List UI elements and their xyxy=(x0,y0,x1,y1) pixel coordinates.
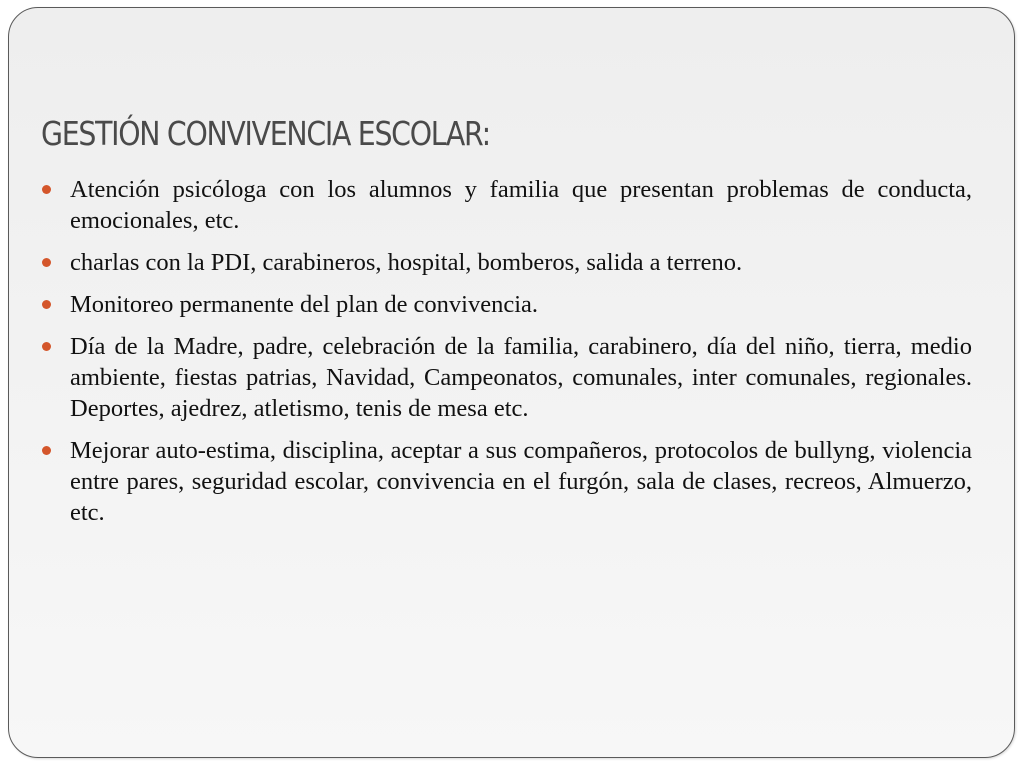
bullet-text: Día de la Madre, padre, celebración de la familia, carabinero, día del niño, tierra, medio ambiente, fiestas patrias, Navidad, Campeonatos, comunales, inter comunales, regionales. Deportes, ajedrez, atletismo, tenis de mesa etc. xyxy=(70,333,972,422)
bullet-item-celebraciones xyxy=(70,331,972,424)
bullet-item-charlas xyxy=(70,247,972,278)
slide-frame xyxy=(8,7,1015,758)
bullet-text: Atención psicóloga con los alumnos y familia que presentan problemas de conducta, emocionales, etc. xyxy=(70,176,972,234)
bullet-dot-icon xyxy=(42,185,51,194)
slide-title: GESTIÓN CONVIVENCIA ESCOLAR: xyxy=(41,114,490,153)
bullet-text: Monitoreo permanente del plan de convivencia. xyxy=(70,291,539,318)
bullet-text: Mejorar auto-estima, disciplina, aceptar a sus compañeros, protocolos de bullyng, violencia entre pares, seguridad escolar, convivencia en el furgón, sala de clases, recreos, Almuerzo, etc. xyxy=(70,437,972,526)
bullet-dot-icon xyxy=(42,300,51,309)
bullet-dot-icon xyxy=(42,258,51,267)
bullet-item-psicologa xyxy=(70,174,972,236)
bullet-item-monitoreo xyxy=(70,289,972,320)
bullet-dot-icon xyxy=(42,342,51,351)
bullet-item-autoestima xyxy=(70,435,972,528)
bullet-dot-icon xyxy=(42,446,51,455)
bullet-list xyxy=(70,174,972,539)
bullet-text: charlas con la PDI, carabineros, hospital, bomberos, salida a terreno. xyxy=(70,249,743,276)
